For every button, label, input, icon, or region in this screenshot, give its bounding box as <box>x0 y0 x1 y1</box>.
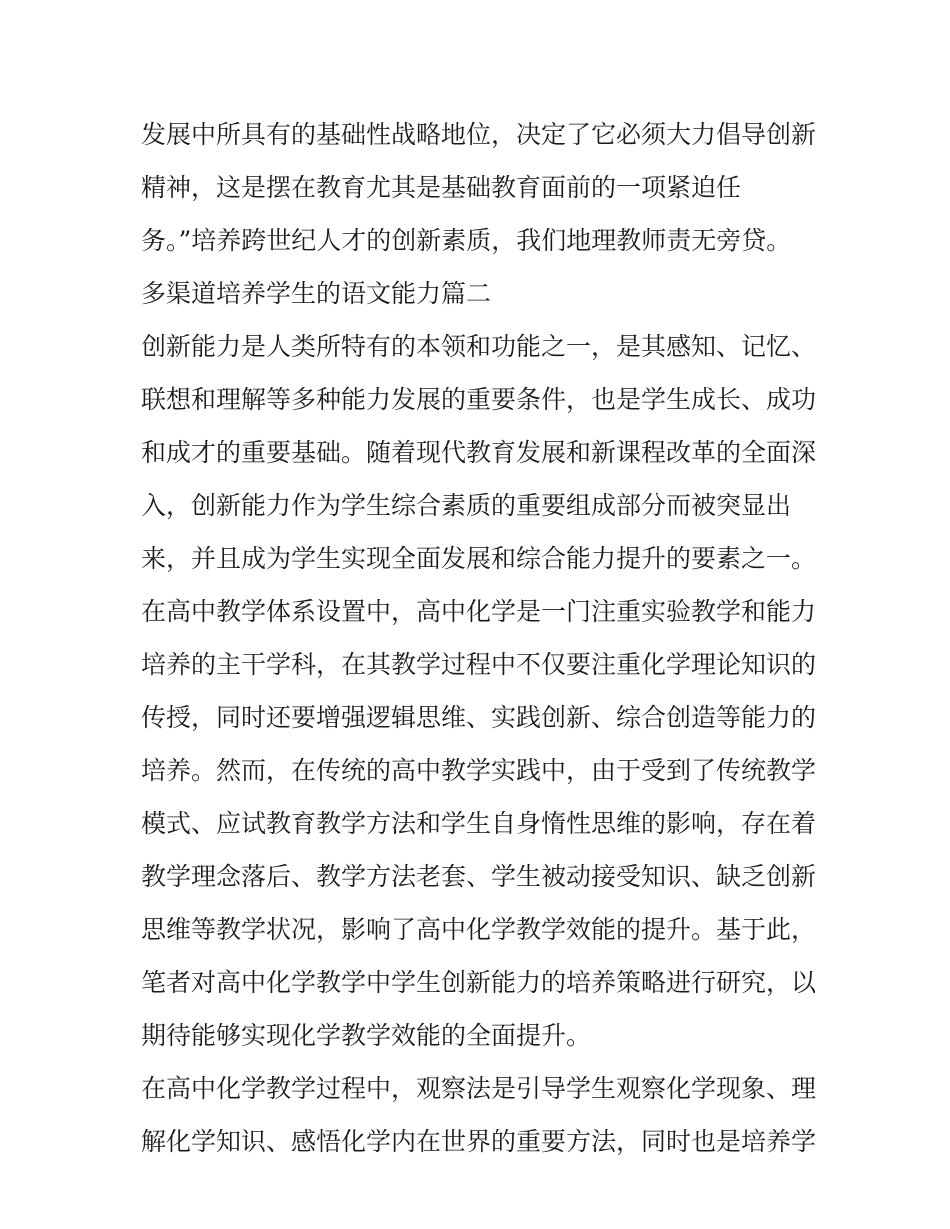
text-line: 来，并且成为学生实现全面发展和综合能力提升的要素之一。 <box>141 544 817 573</box>
text-line: 思维等教学状况，影响了高中化学教学效能的提升。基于此， <box>141 915 817 944</box>
text-line: 教学理念落后、教学方法老套、学生被动接受知识、缺乏创新 <box>141 862 817 891</box>
document-body <box>141 108 821 1168</box>
text-line: 在高中教学体系设置中，高中化学是一门注重实验教学和能力 <box>141 597 817 626</box>
text-line: 期待能够实现化学教学效能的全面提升。 <box>141 1021 592 1050</box>
text-line: 解化学知识、感悟化学内在世界的重要方法，同时也是培养学 <box>141 1127 817 1156</box>
text-line: 模式、应试教育教学方法和学生自身惰性思维的影响，存在着 <box>141 809 817 838</box>
text-line: 入，创新能力作为学生综合素质的重要组成部分而被突显出 <box>141 491 792 520</box>
text-line: 在高中化学教学过程中，观察法是引导学生观察化学现象、理 <box>141 1074 817 1103</box>
section-heading: 多渠道培养学生的语文能力篇二 <box>141 279 492 308</box>
text-line: 笔者对高中化学教学中学生创新能力的培养策略进行研究，以 <box>141 968 817 997</box>
text-line: 培养的主干学科，在其教学过程中不仅要注重化学理论知识的 <box>141 650 817 679</box>
text-line: 联想和理解等多种能力发展的重要条件，也是学生成长、成功 <box>141 385 817 414</box>
text-line: 创新能力是人类所特有的本领和功能之一，是其感知、记忆、 <box>141 332 817 361</box>
text-line: 传授，同时还要增强逻辑思维、实践创新、综合创造等能力的 <box>141 703 817 732</box>
text-line: 务。”培养跨世纪人才的创新素质，我们地理教师责无旁贷。 <box>141 226 792 255</box>
text-line: 精神，这是摆在教育尤其是基础教育面前的一项紧迫任 <box>141 173 742 202</box>
text-line: 和成才的重要基础。随着现代教育发展和新课程改革的全面深 <box>141 438 817 467</box>
text-line: 发展中所具有的基础性战略地位，决定了它必须大力倡导创新 <box>141 120 817 149</box>
text-line: 培养。然而，在传统的高中教学实践中，由于受到了传统教学 <box>141 756 817 785</box>
